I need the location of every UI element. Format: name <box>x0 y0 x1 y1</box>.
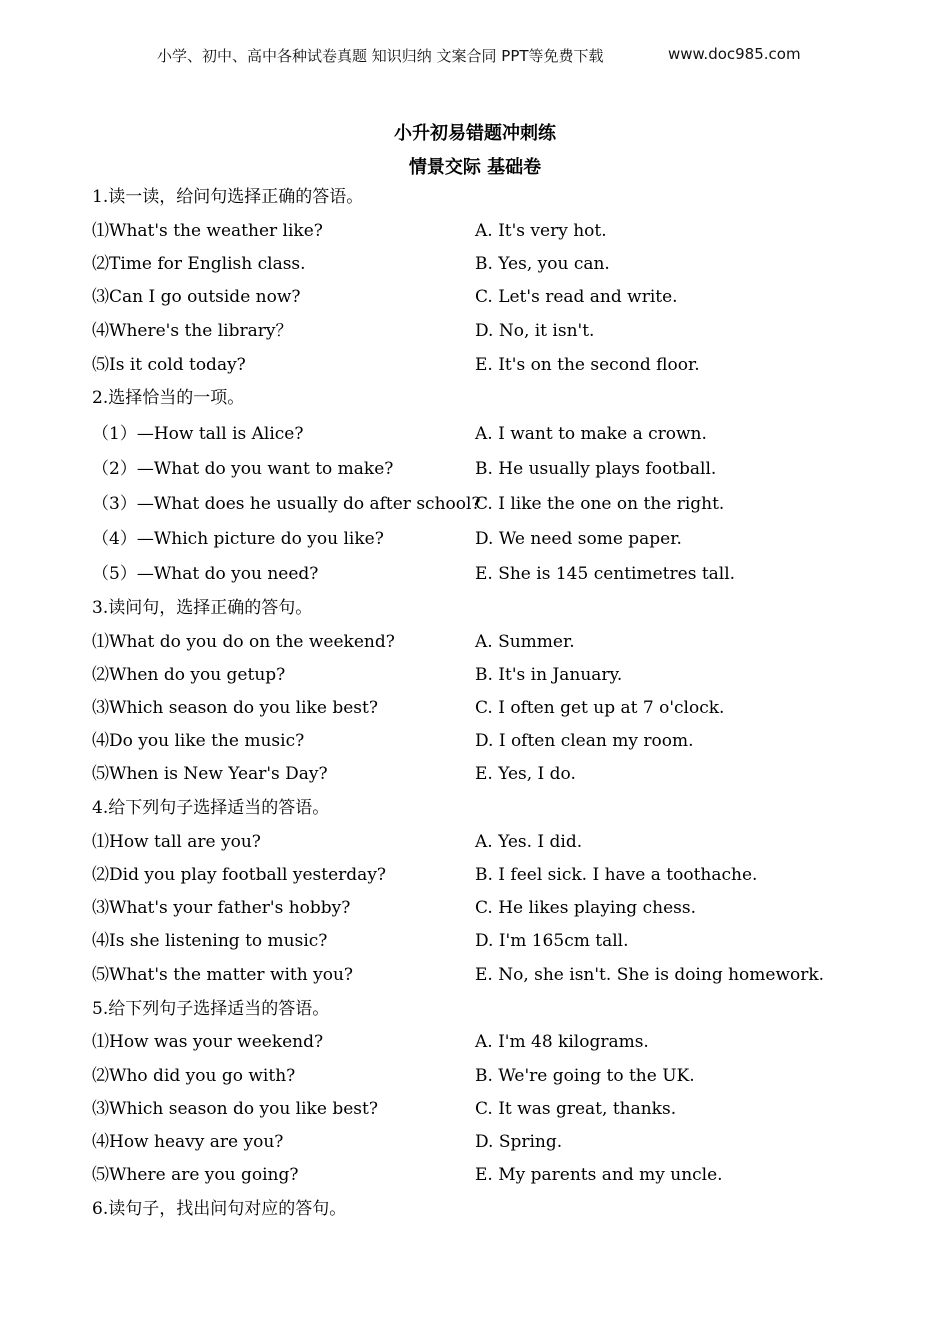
answer-option: B. We're going to the UK. <box>475 1066 695 1086</box>
answer-option: D. Spring. <box>475 1132 563 1152</box>
section-4-heading: 4.给下列句子选择适当的答语。 <box>92 798 330 818</box>
section-5-heading: 5.给下列句子选择适当的答语。 <box>92 999 330 1019</box>
section-3-row-5 <box>0 762 950 786</box>
section-5-row-1 <box>0 1030 950 1054</box>
question: （4）—Which picture do you like? <box>92 529 384 549</box>
question: ⑴What do you do on the weekend? <box>92 632 395 652</box>
question: ⑸Is it cold today? <box>92 355 246 375</box>
section-6-heading: 6.读句子，找出问句对应的答句。 <box>92 1199 347 1219</box>
section-5-row-5 <box>0 1163 950 1187</box>
answer-option: A. Summer. <box>475 632 575 652</box>
question: ⑷Do you like the music? <box>92 731 305 751</box>
answer-option: C. Let's read and write. <box>475 287 678 307</box>
document-title: 小升初易错题冲刺练 <box>394 123 556 144</box>
section-1-row-5 <box>0 353 950 377</box>
section-2-row-1 <box>0 422 950 446</box>
question: （3）—What does he usually do after school? <box>92 494 481 514</box>
question: （1）—How tall is Alice? <box>92 424 304 444</box>
answer-option: E. My parents and my uncle. <box>475 1165 723 1185</box>
section-2-row-2 <box>0 457 950 481</box>
answer-option: C. It was great, thanks. <box>475 1099 677 1119</box>
question: ⑴How was your weekend? <box>92 1032 324 1052</box>
answer-option: B. Yes, you can. <box>475 254 610 274</box>
answer-option: E. Yes, I do. <box>475 764 576 784</box>
header-promo-text: 小学、初中、高中各种试卷真题 知识归纳 文案合同 PPT等免费下载 <box>157 47 604 65</box>
section-4-row-2 <box>0 863 950 887</box>
section-2-row-3 <box>0 492 950 516</box>
section-1-row-1 <box>0 219 950 243</box>
question: ⑷How heavy are you? <box>92 1132 284 1152</box>
question: ⑶Which season do you like best? <box>92 698 378 718</box>
answer-option: D. I'm 165cm tall. <box>475 931 629 951</box>
answer-option: A. Yes. I did. <box>475 832 583 852</box>
section-4-row-3 <box>0 896 950 920</box>
question: ⑷Is she listening to music? <box>92 931 328 951</box>
section-4-row-5 <box>0 963 950 987</box>
question: ⑵When do you getup? <box>92 665 286 685</box>
answer-option: B. It's in January. <box>475 665 623 685</box>
answer-option: D. We need some paper. <box>475 529 682 549</box>
answer-option: D. I often clean my room. <box>475 731 694 751</box>
header-website-link[interactable]: www.doc985.com <box>668 45 801 63</box>
question: ⑴What's the weather like? <box>92 221 323 241</box>
section-1-row-3 <box>0 285 950 309</box>
question: ⑷Where's the library？ <box>92 321 293 341</box>
question: ⑴How tall are you? <box>92 832 261 852</box>
section-2-heading: 2.选择恰当的一项。 <box>92 388 245 408</box>
section-3-row-1 <box>0 630 950 654</box>
section-2-row-5 <box>0 562 950 586</box>
answer-option: D. No, it isn't. <box>475 321 595 341</box>
section-3-row-2 <box>0 663 950 687</box>
question: ⑵Did you play football yesterday? <box>92 865 387 885</box>
section-5-row-3 <box>0 1097 950 1121</box>
answer-option: C. I often get up at 7 o'clock. <box>475 698 725 718</box>
section-3-row-4 <box>0 729 950 753</box>
section-1-heading: 1.读一读，给问句选择正确的答语。 <box>92 187 364 207</box>
section-5-row-2 <box>0 1064 950 1088</box>
question: ⑵Who did you go with? <box>92 1066 296 1086</box>
answer-option: A. I'm 48 kilograms. <box>475 1032 649 1052</box>
section-1-row-2 <box>0 252 950 276</box>
answer-option: B. I feel sick. I have a toothache. <box>475 865 758 885</box>
question: ⑸Where are you going? <box>92 1165 299 1185</box>
question: ⑵Time for English class. <box>92 254 306 274</box>
question: ⑸When is New Year's Day? <box>92 764 328 784</box>
question: （2）—What do you want to make? <box>92 459 394 479</box>
answer-option: A. It's very hot. <box>475 221 607 241</box>
section-3-row-3 <box>0 696 950 720</box>
document-subtitle: 情景交际 基础卷 <box>408 157 542 178</box>
question: ⑸What's the matter with you? <box>92 965 354 985</box>
answer-option: A. I want to make a crown. <box>475 424 707 444</box>
question: （5）—What do you need? <box>92 564 319 584</box>
section-4-row-1 <box>0 830 950 854</box>
question: ⑶Can I go outside now? <box>92 287 301 307</box>
section-1-row-4 <box>0 319 950 343</box>
section-5-row-4 <box>0 1130 950 1154</box>
section-2-row-4 <box>0 527 950 551</box>
question: ⑶Which season do you like best? <box>92 1099 378 1119</box>
answer-option: E. She is 145 centimetres tall. <box>475 564 736 584</box>
section-4-row-4 <box>0 929 950 953</box>
answer-option: E. It's on the second floor. <box>475 355 700 375</box>
answer-option: C. I like the one on the right. <box>475 494 725 514</box>
section-3-heading: 3.读问句，选择正确的答句。 <box>92 598 313 618</box>
answer-option: B. He usually plays football. <box>475 459 717 479</box>
answer-option: E. No, she isn't. She is doing homework. <box>475 965 825 985</box>
answer-option: C. He likes playing chess. <box>475 898 696 918</box>
question: ⑶What's your father's hobby? <box>92 898 351 918</box>
